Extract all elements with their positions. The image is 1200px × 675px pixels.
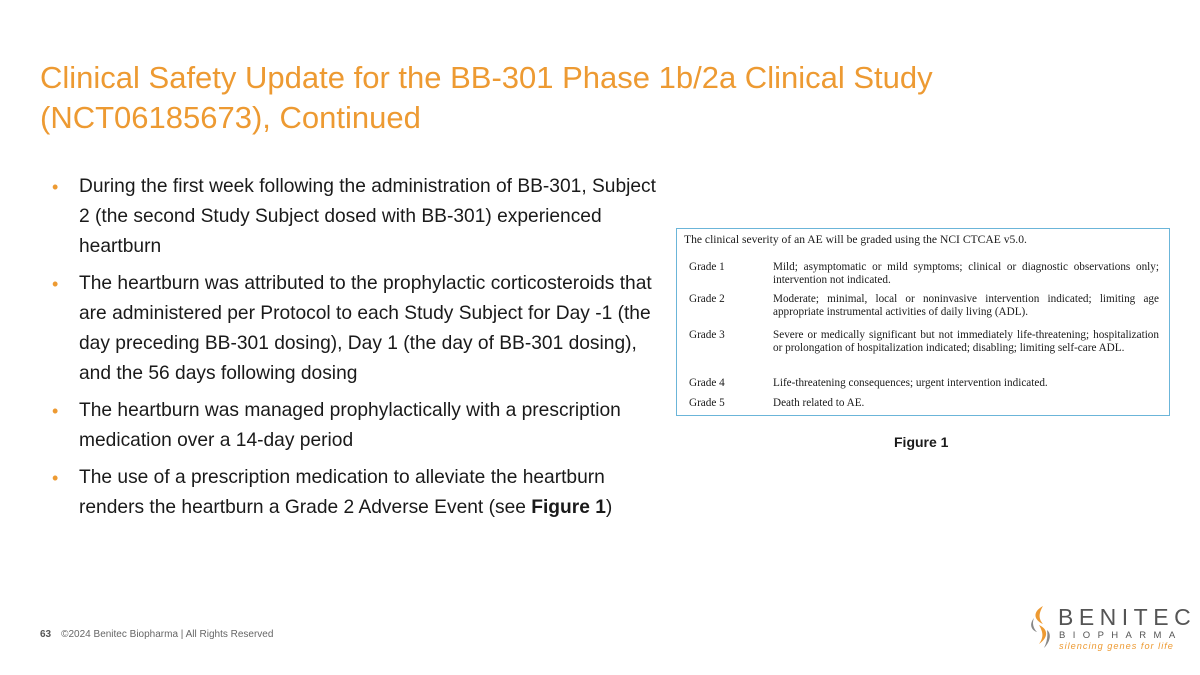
- title-line-1: Clinical Safety Update for the BB-301 Phase 1b/2a Clinical Study: [40, 60, 933, 95]
- grade-description: Moderate; minimal, local or noninvasive intervention indicated; limiting age appropriate instrumental activities of daily living (ADL).: [773, 293, 1159, 319]
- bullet-text-before: The use of a prescription medication to alleviate the heartburn renders the heartburn a Grade 2 Adverse Event (see: [79, 467, 605, 518]
- title-line-2: (NCT06185673), Continued: [40, 100, 421, 135]
- grade-label: Grade 1: [689, 261, 725, 273]
- bullet-text: The heartburn was attributed to the prophylactic corticosteroids that are administered per Protocol to each Study Subject for Day -1 (the day preceding BB-301 dosing), Day 1 (the day of BB-301 dosing), and the 56 days following dosing: [79, 273, 652, 384]
- figure-label: Figure 1: [894, 434, 949, 450]
- ctcae-grading-figure: [676, 228, 1170, 416]
- figure-caption: The clinical severity of an AE will be graded using the NCI CTCAE v5.0.: [684, 233, 1027, 246]
- bullet-list: [50, 172, 660, 530]
- page-number: 63: [40, 629, 52, 640]
- bullet-dot-icon: •: [52, 468, 59, 488]
- bullet-dot-icon: •: [52, 274, 59, 294]
- bullet-dot-icon: •: [52, 177, 59, 197]
- benitec-logo: [1026, 604, 1197, 652]
- logo-sub-text: BIOPHARMA: [1059, 630, 1183, 641]
- bullet-text-after: ): [605, 497, 613, 518]
- bullet-text: The heartburn was managed prophylactically with a prescription medication over a 14-day period: [79, 400, 621, 451]
- grade-description: Life-threatening consequences; urgent intervention indicated.: [773, 377, 1048, 389]
- bullet-item: [50, 172, 660, 262]
- grade-description: Severe or medically significant but not immediately life-threatening; hospitalization or prolongation of hospitalization indicated; disabling; limiting self-care ADL.: [773, 329, 1159, 355]
- logo-brand-text: BENITEC: [1058, 604, 1197, 630]
- grade-description: Mild; asymptomatic or mild symptoms; clinical or diagnostic observations only; intervention not indicated.: [773, 261, 1159, 287]
- grade-label: Grade 3: [689, 329, 725, 341]
- footer: [40, 629, 273, 640]
- bullet-text: During the first week following the administration of BB-301, Subject 2 (the second Study Subject dosed with BB-301) experienced heartburn: [79, 176, 656, 257]
- grade-label: Grade 2: [689, 293, 725, 305]
- bullet-dot-icon: •: [52, 401, 59, 421]
- bullet-item: [50, 463, 660, 523]
- benitec-swirl-icon: [1026, 604, 1056, 650]
- logo-tagline: silencing genes for life: [1059, 641, 1174, 651]
- grade-label: Grade 5: [689, 397, 725, 409]
- slide-title: [40, 58, 1140, 138]
- bullet-item: [50, 396, 660, 456]
- copyright-text: ©2024 Benitec Biopharma | All Rights Reserved: [61, 629, 274, 640]
- grade-label: Grade 4: [689, 377, 725, 389]
- grade-description: Death related to AE.: [773, 397, 865, 409]
- figure-reference: Figure 1: [531, 497, 606, 518]
- bullet-item: [50, 269, 660, 389]
